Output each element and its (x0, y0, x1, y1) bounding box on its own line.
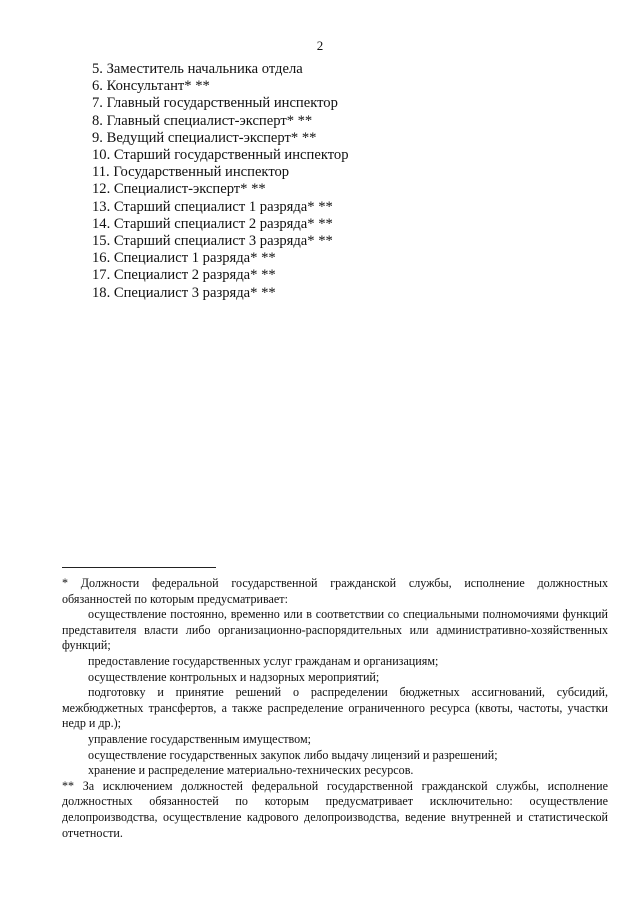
list-item: 8. Главный специалист-эксперт* ** (92, 112, 313, 129)
list-item: 11. Государственный инспектор (92, 164, 290, 181)
footnote-item: предоставление государственных услуг гражданам и организациям; (88, 653, 439, 668)
footnote-divider (62, 567, 216, 568)
list-item: 5. Заместитель начальника отдела (92, 61, 303, 77)
footnotes (62, 576, 608, 841)
footnote-item: осуществление государственных закупок либо выдачу лицензий и разрешений; (88, 747, 498, 762)
list-item: 15. Старший специалист 3 разряда* ** (92, 233, 333, 250)
list-item: 10. Старший государственный инспектор (92, 147, 349, 164)
footnote-double-star: ** За исключением должностей федеральной государственной гражданской службы, исполнение должностных обязанностей по которым предусматривает исключительно: осуществление делопроизводства, осуществление кадрового делопроизводства, ведение внутренней и статистической отчетности. (62, 778, 608, 840)
list-item: 16. Специалист 1 разряда* ** (92, 250, 276, 267)
list-item: 6. Консультант* ** (92, 78, 210, 95)
page-number: 2 (316, 38, 324, 53)
list-item: 13. Старший специалист 1 разряда* ** (92, 198, 333, 215)
list-item: 7. Главный государственный инспектор (92, 95, 338, 112)
list-item: 14. Старший специалист 2 разряда* ** (92, 215, 333, 232)
list-item: 18. Специалист 3 разряда* ** (92, 284, 276, 301)
list-item: 12. Специалист-эксперт* ** (92, 181, 266, 198)
footnote-item: осуществление контрольных и надзорных мероприятий; (88, 669, 380, 684)
footnote-item: управление государственным имуществом; (88, 731, 311, 746)
positions-list (92, 61, 349, 302)
list-item: 17. Специалист 2 разряда* ** (92, 267, 276, 284)
footnote-single-star-intro: * Должности федеральной государственной гражданской службы, исполнение должностных обязанностей по которым предусматривает: (62, 576, 608, 606)
footnote-item: подготовку и принятие решений о распределении бюджетных ассигнований, субсидий, межбюджетных трансфертов, а также распределение ограниченного ресурса (квоты, частоты, участки недр и др.); (62, 685, 608, 731)
list-item: 9. Ведущий специалист-эксперт* ** (92, 129, 317, 146)
footnote-item: осуществление постоянно, временно или в соответствии со специальными полномочиями функций представителя власти либо организационно-распорядительных или административно-хозяйственных функций; (62, 607, 608, 653)
footnote-item: хранение и распределение материально-технических ресурсов. (88, 763, 414, 778)
